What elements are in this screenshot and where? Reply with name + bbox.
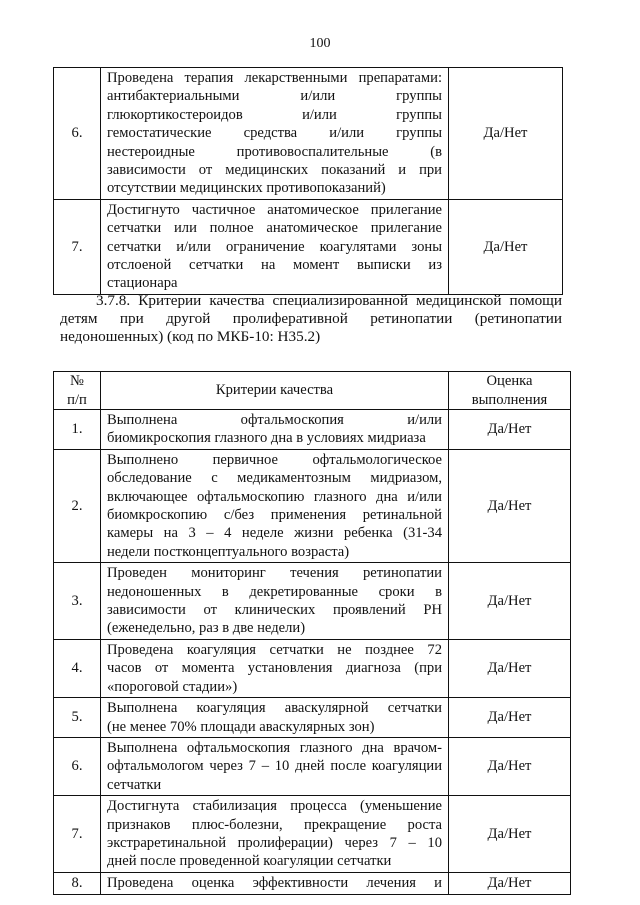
- row-number: 5.: [54, 698, 101, 738]
- criterion-text: Выполнено первичное офтальмологическое обследование с медикаментозным мидриазом, включающее офтальмоскопию глазного дна и/или биомкроскопию с/без применения ретинальной камеры на 3 – 4 неделе жизни ребенка (31-34 недели постконцептуального возраста): [101, 449, 449, 562]
- criterion-text: Проведена терапия лекарственными препаратами: антибактериальными и/или группы глюкортикостероидов и/или группы гемостатические средства и/или группы нестероидные противовоспалительные (в зависимости от медицинских показаний и при отсутствии медицинских противопоказаний): [101, 68, 449, 200]
- criterion-text: Выполнена коагуляция аваскулярной сетчатки (не менее 70% площади аваскулярных зон): [101, 698, 449, 738]
- criterion-text: Выполнена офтальмоскопия и/или биомикроскопия глазного дна в условиях мидриаза: [101, 410, 449, 450]
- table-row: [54, 199, 563, 294]
- evaluation-value: Да/Нет: [449, 199, 563, 294]
- table-header-row: [54, 372, 571, 410]
- column-header-evaluation: Оценка выполнения: [449, 372, 571, 410]
- row-number: 7.: [54, 796, 101, 873]
- criterion-text: Проведена оценка эффективности лечения и: [101, 872, 449, 894]
- table-row: [54, 796, 571, 873]
- table-row: [54, 698, 571, 738]
- page-number: 100: [309, 36, 331, 51]
- row-number: 1.: [54, 410, 101, 450]
- column-header-number: № п/п: [54, 372, 101, 410]
- row-number: 6.: [54, 737, 101, 795]
- table-row: [54, 737, 571, 795]
- evaluation-value: Да/Нет: [449, 68, 563, 200]
- quality-criteria-table: [53, 371, 571, 895]
- row-number: 2.: [54, 449, 101, 562]
- table-row: [54, 410, 571, 450]
- table-row: [54, 68, 563, 200]
- criterion-text: Выполнена офтальмоскопия глазного дна врачом- офтальмологом через 7 – 10 дней после коагуляции сетчатки: [101, 737, 449, 795]
- table-row: [54, 563, 571, 640]
- table-row: [54, 449, 571, 562]
- criteria-table-continued: [53, 67, 563, 295]
- criterion-text: Проведена коагуляция сетчатки не позднее 72 часов от момента установления диагноза (при «пороговой стадии»): [101, 639, 449, 697]
- table-row: [54, 872, 571, 894]
- evaluation-value: Да/Нет: [449, 410, 571, 450]
- criterion-text: Достигнута стабилизация процесса (уменьшение признаков плюс-болезни, прекращение роста экстраретинальной пролиферации) через 7 – 10 дней после проведенной коагуляции сетчатки: [101, 796, 449, 873]
- row-number: 8.: [54, 872, 101, 894]
- evaluation-value: Да/Нет: [449, 563, 571, 640]
- criterion-text: Проведен мониторинг течения ретинопатии недоношенных в декретированные сроки в зависимости от клинических проявлений РН (еженедельно, раз в две недели): [101, 563, 449, 640]
- evaluation-value: Да/Нет: [449, 872, 571, 894]
- evaluation-value: Да/Нет: [449, 639, 571, 697]
- evaluation-value: Да/Нет: [449, 796, 571, 873]
- evaluation-value: Да/Нет: [449, 698, 571, 738]
- row-number: 7.: [54, 199, 101, 294]
- criterion-text: Достигнуто частичное анатомическое прилегание сетчатки или полное анатомическое прилегание сетчатки и/или ограничение коагулятами зоны отслоеной сетчатки на момент выписки из стационара: [101, 199, 449, 294]
- section-heading: 3.7.8. Критерии качества специализированной медицинской помощи детям при другой пролиферативной ретинопатии (ретинопатии недоношенных) (код по МКБ-10: H35.2): [60, 292, 562, 345]
- row-number: 3.: [54, 563, 101, 640]
- evaluation-value: Да/Нет: [449, 449, 571, 562]
- row-number: 6.: [54, 68, 101, 200]
- evaluation-value: Да/Нет: [449, 737, 571, 795]
- table-row: [54, 639, 571, 697]
- row-number: 4.: [54, 639, 101, 697]
- column-header-criteria: Критерии качества: [101, 372, 449, 410]
